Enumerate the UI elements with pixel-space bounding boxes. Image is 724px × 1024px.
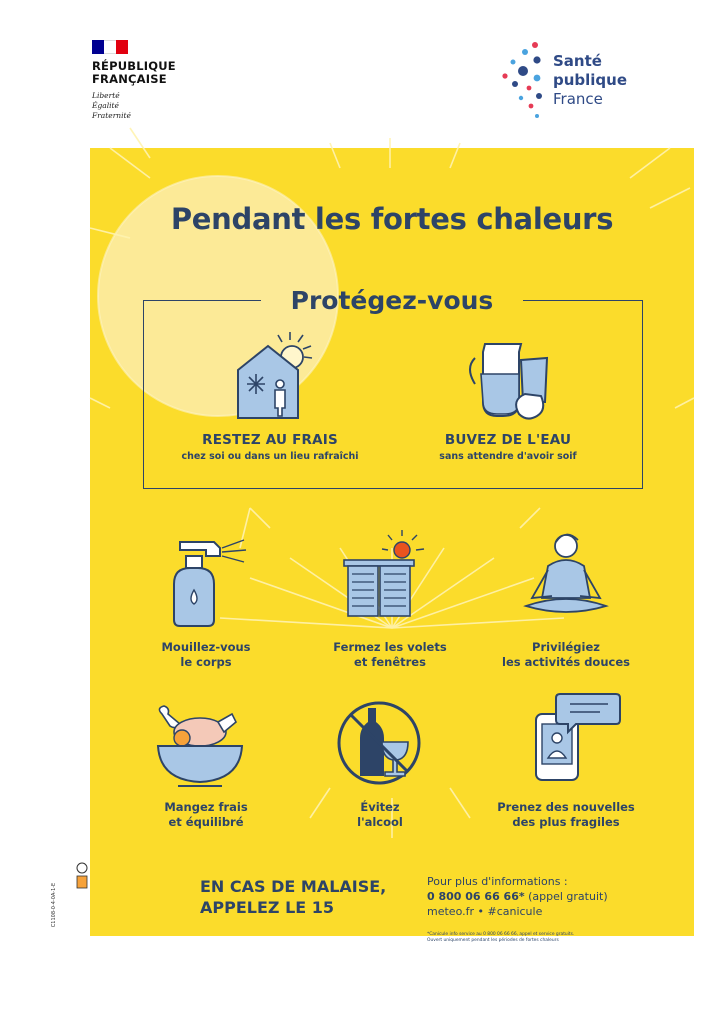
motto-egalite: Égalité (92, 101, 119, 110)
food-bowl-icon (152, 704, 248, 790)
print-code-strip (51, 862, 100, 962)
emergency-line2: APPELEZ LE 15 (200, 898, 335, 917)
tip-eat-fresh-line2: et équilibré (168, 815, 244, 829)
advice-stay-cool-title: RESTEZ AU FRAIS (202, 432, 338, 448)
phone-message-icon (530, 688, 626, 784)
motto-liberte: Liberté (92, 91, 120, 100)
advice-drink-water-subtitle: sans attendre d'avoir soif (439, 451, 577, 462)
tip-gentle-activity (486, 640, 646, 670)
spray-bottle-icon (160, 536, 250, 628)
tip-avoid-alcohol (300, 800, 460, 830)
tip-close-shutters-line2: et fenêtres (354, 655, 426, 669)
tip-wet-body-line1: Mouillez-vous (161, 640, 251, 654)
poster-title: Pendant les fortes chaleurs (170, 202, 614, 236)
tip-close-shutters (310, 640, 470, 670)
tip-avoid-alcohol-line2: l'alcool (357, 815, 403, 829)
sante-line: Santé (553, 52, 602, 70)
info-intro: Pour plus d'informations : (427, 875, 568, 888)
emergency-line1: EN CAS DE MALAISE, (200, 877, 387, 896)
sante-publique-france-logo (497, 40, 647, 124)
shutters-icon (342, 530, 432, 622)
info-phone: 0 800 06 66 66* (427, 890, 525, 903)
more-info (427, 874, 608, 919)
advice-stay-cool (170, 432, 370, 462)
house-snowflake-icon (230, 330, 320, 420)
tip-wet-body-line2: le corps (180, 655, 232, 669)
info-phone-note: (appel gratuit) (528, 890, 608, 903)
advice-drink-water (408, 432, 608, 462)
tip-wet-body (126, 640, 286, 670)
tip-check-on-fragile (486, 800, 646, 830)
republique-francaise-logo (92, 40, 202, 121)
tip-check-on-fragile-line1: Prenez des nouvelles (497, 800, 635, 814)
tip-eat-fresh (126, 800, 286, 830)
tip-gentle-activity-line1: Privilégiez (532, 640, 600, 654)
sante-publique-dots-icon (497, 40, 543, 124)
advice-drink-water-title: BUVEZ DE L'EAU (444, 432, 572, 448)
tip-avoid-alcohol-line1: Évitez (360, 800, 400, 814)
tip-gentle-activity-line2: les activités douces (502, 655, 630, 669)
no-alcohol-icon (334, 698, 424, 788)
publique-line: publique (553, 71, 628, 89)
republique-line1: RÉPUBLIQUE (92, 59, 176, 73)
heatwave-poster (90, 148, 694, 943)
poster-subtitle: Protégez-vous (290, 286, 494, 315)
info-footnote: *Canicule info service au 0 800 06 66 66, appel et service gratuits. Ouvert uniquement pendant les périodes de fortes chaleurs (427, 932, 575, 943)
water-pitcher-icon (465, 334, 557, 424)
info-web: meteo.fr • #canicule (427, 905, 543, 918)
advice-stay-cool-subtitle: chez soi ou dans un lieu rafraîchi (181, 451, 359, 462)
republique-line2: FRANÇAISE (92, 72, 167, 86)
motto (92, 91, 202, 121)
meditation-icon (518, 530, 614, 622)
tip-close-shutters-line1: Fermez les volets (333, 640, 447, 654)
tip-eat-fresh-line1: Mangez frais (164, 800, 248, 814)
france-line: France (553, 90, 603, 108)
motto-fraternite: Fraternité (92, 111, 131, 120)
print-code: C1108-0-4-0A-1-E (51, 882, 58, 928)
emergency-notice (200, 876, 386, 918)
french-flag-icon (92, 40, 128, 54)
tip-check-on-fragile-line2: des plus fragiles (512, 815, 620, 829)
recycling-icon (74, 862, 90, 892)
